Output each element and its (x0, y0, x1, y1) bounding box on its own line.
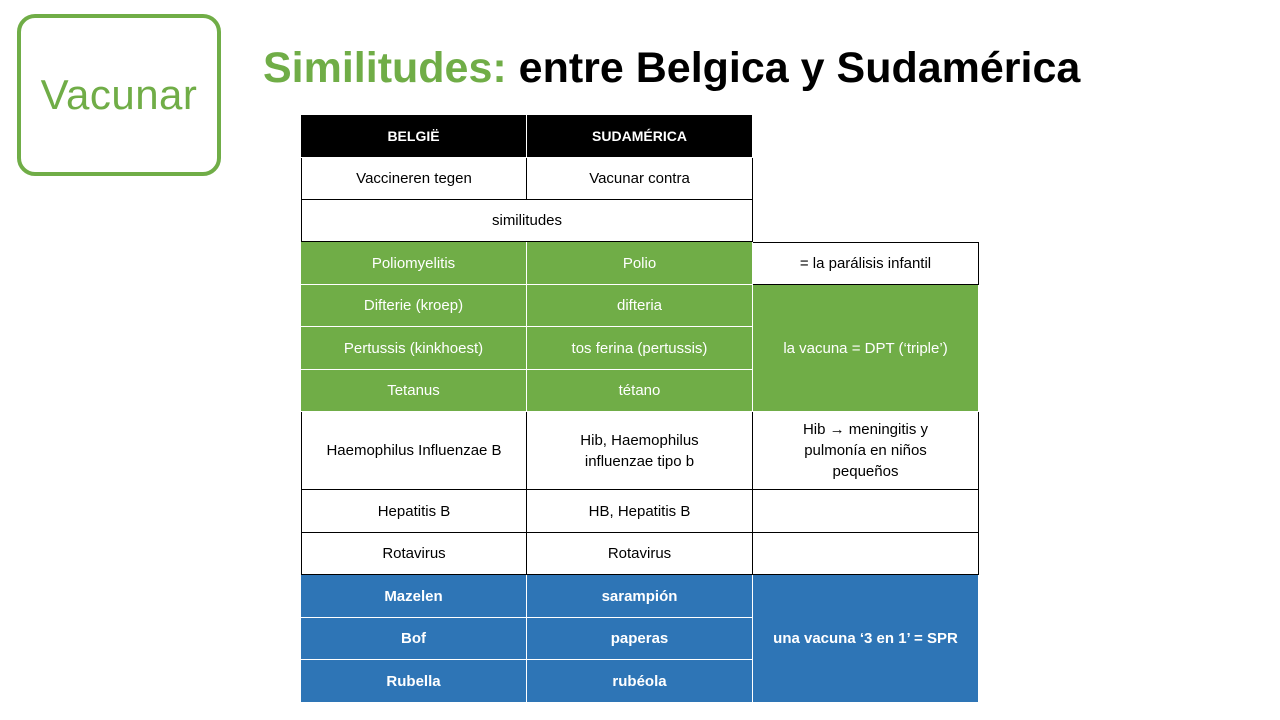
mazelen-belgie: Mazelen (301, 575, 527, 618)
intro-belgie: Vaccineren tegen (301, 158, 527, 200)
hepb-belgie: Hepatitis B (301, 490, 527, 533)
tetanus-belgie: Tetanus (301, 370, 527, 412)
rota-sudamerica: Rotavirus (527, 533, 753, 575)
pertussis-sudamerica: tos ferina (pertussis) (527, 327, 753, 370)
hib-sudamerica: Hib, Haemophilus influenzae tipo b (527, 412, 753, 490)
section-badge (17, 14, 221, 176)
bof-sudamerica: paperas (527, 618, 753, 660)
polio-sudamerica: Polio (527, 242, 753, 285)
polio-note: = la parálisis infantil (753, 242, 979, 285)
header-sudamerica: SUDAMÉRICA (527, 115, 753, 158)
difteria-belgie: Difterie (kroep) (301, 285, 527, 327)
rubella-belgie: Rubella (301, 660, 527, 703)
rota-note-empty (753, 533, 979, 575)
slide-title (263, 44, 1080, 92)
rubella-sudamerica: rubéola (527, 660, 753, 703)
hib-note: Hib → meningitis y pulmonía en niños pequeños (753, 412, 979, 490)
hepb-note-empty (753, 490, 979, 533)
dpt-note: la vacuna = DPT (‘triple’) (753, 285, 979, 412)
spr-note: una vacuna ‘3 en 1’ = SPR (753, 575, 979, 703)
title-accent: Similitudes: (263, 44, 507, 92)
section-similitudes: similitudes (301, 200, 753, 242)
bof-belgie: Bof (301, 618, 527, 660)
rota-belgie: Rotavirus (301, 533, 527, 575)
hepb-sudamerica: HB, Hepatitis B (527, 490, 753, 533)
badge-label: Vacunar (40, 71, 198, 118)
mazelen-sudamerica: sarampión (527, 575, 753, 618)
header-belgie: BELGIË (301, 115, 527, 158)
pertussis-belgie: Pertussis (kinkhoest) (301, 327, 527, 370)
polio-belgie: Poliomyelitis (301, 242, 527, 285)
title-rest: entre Belgica y Sudamérica (506, 44, 1081, 92)
difteria-sudamerica: difteria (527, 285, 753, 327)
tetanus-sudamerica: tétano (527, 370, 753, 412)
hib-belgie: Haemophilus Influenzae B (301, 412, 527, 490)
intro-sudamerica: Vacunar contra (527, 158, 753, 200)
